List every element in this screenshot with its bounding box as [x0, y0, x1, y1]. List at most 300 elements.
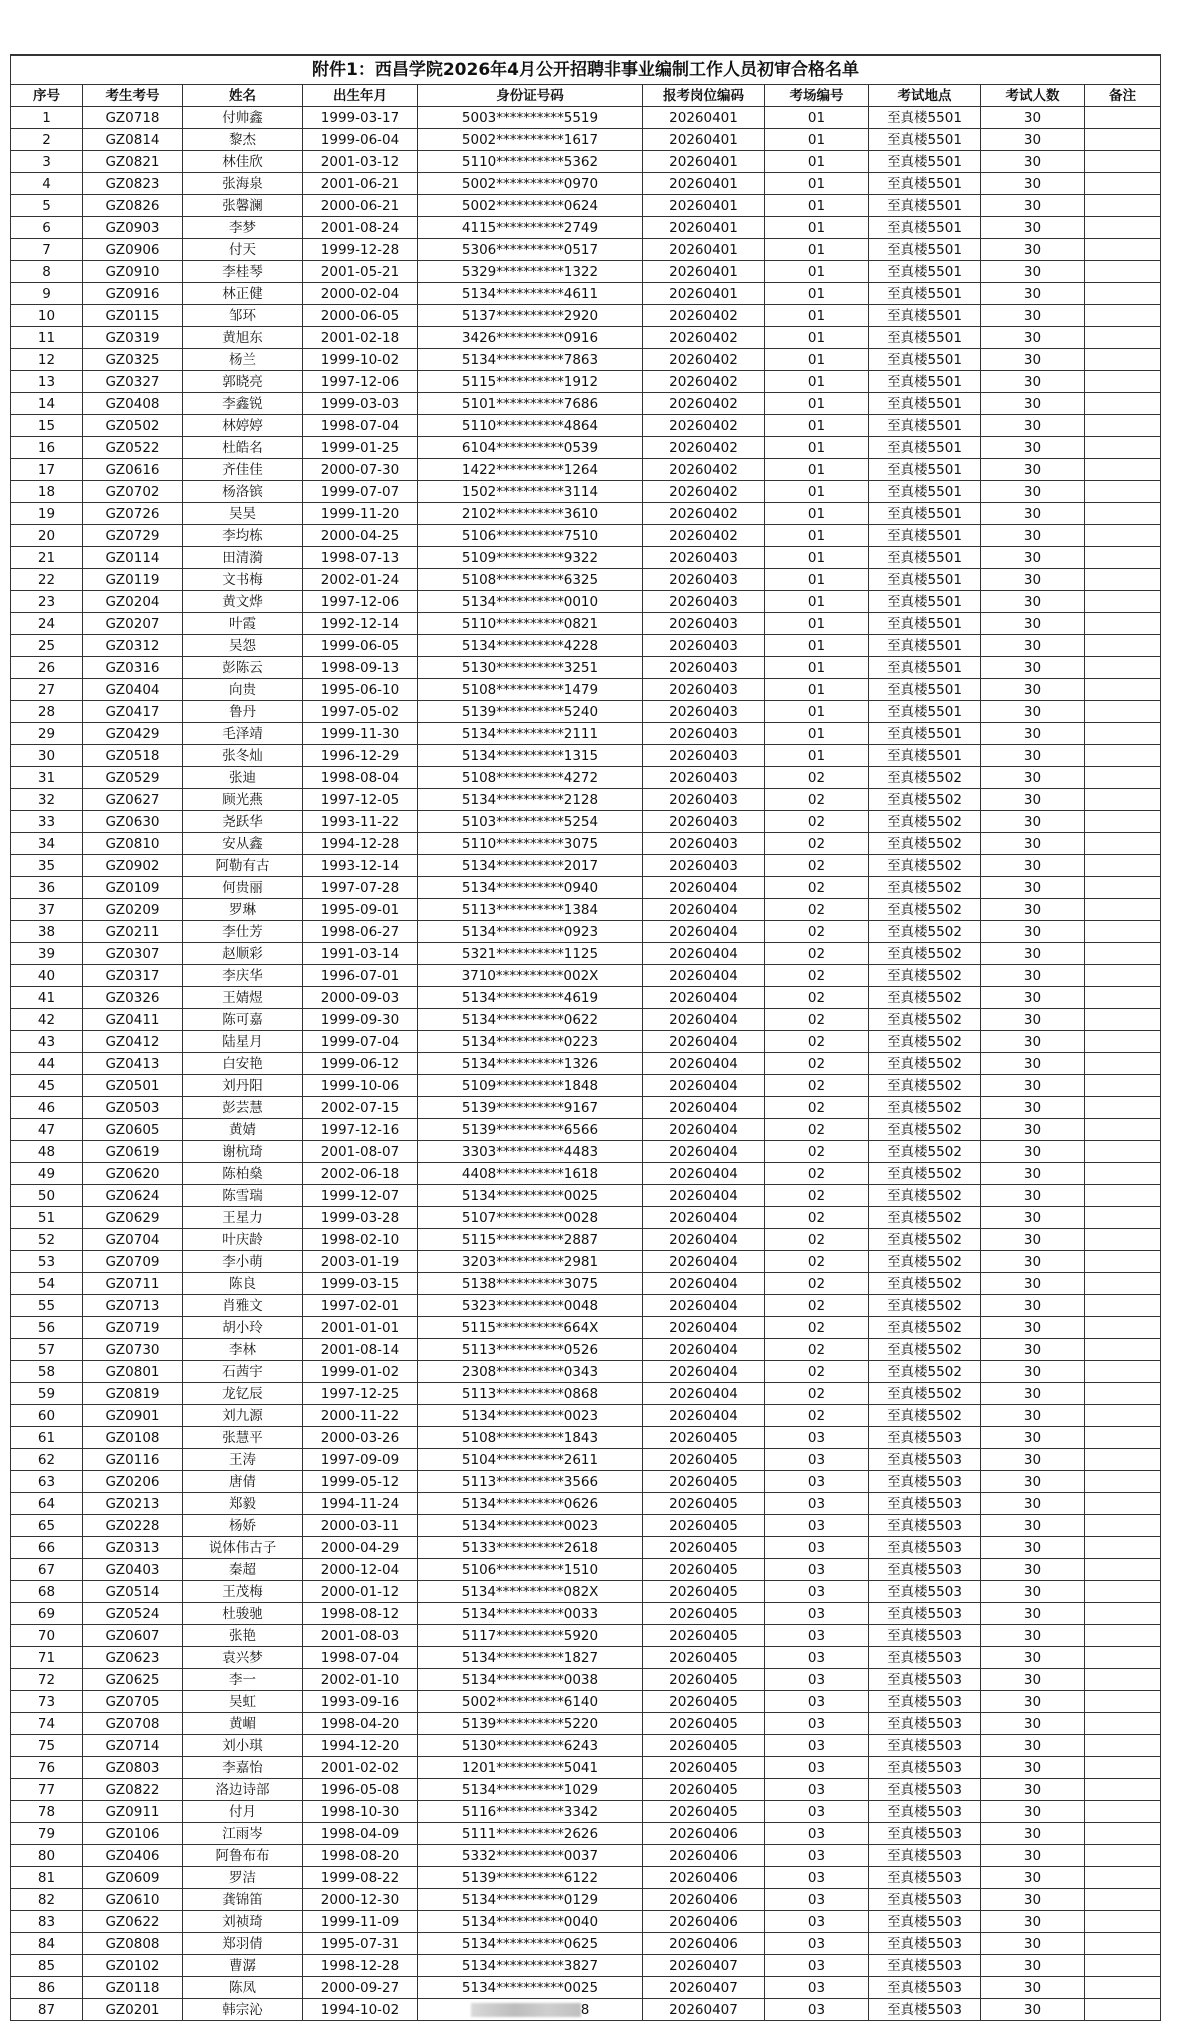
cell-exam-no: GZ0814 [83, 129, 183, 151]
cell-location: 至真楼5502 [869, 877, 981, 899]
cell-room-no: 02 [765, 1339, 869, 1361]
table-row [11, 239, 1161, 261]
cell-seq: 28 [11, 701, 83, 723]
cell-birth: 1998-12-28 [303, 1955, 418, 1977]
cell-remark [1085, 1427, 1161, 1449]
cell-exam-no: GZ0801 [83, 1361, 183, 1383]
cell-seq: 79 [11, 1823, 83, 1845]
table-row [11, 1999, 1161, 2021]
cell-remark [1085, 1449, 1161, 1471]
cell-exam-no: GZ0607 [83, 1625, 183, 1647]
cell-room-no: 03 [765, 1449, 869, 1471]
cell-seq: 87 [11, 1999, 83, 2021]
cell-id-number: 5108**********4272 [418, 767, 643, 789]
cell-name: 陆星月 [183, 1031, 303, 1053]
cell-name: 向贵 [183, 679, 303, 701]
cell-exam-no: GZ0429 [83, 723, 183, 745]
cell-remark [1085, 1515, 1161, 1537]
cell-location: 至真楼5502 [869, 1405, 981, 1427]
cell-birth: 1993-12-14 [303, 855, 418, 877]
cell-room-no: 02 [765, 1295, 869, 1317]
table-header-row [11, 85, 1161, 107]
table-row [11, 855, 1161, 877]
cell-id-number: 5110**********4864 [418, 415, 643, 437]
cell-location: 至真楼5503 [869, 1691, 981, 1713]
cell-exam-no: GZ0625 [83, 1669, 183, 1691]
cell-exam-no: GZ0713 [83, 1295, 183, 1317]
cell-id-number: 5117**********5920 [418, 1625, 643, 1647]
cell-location: 至真楼5503 [869, 1515, 981, 1537]
cell-exam-no: GZ0529 [83, 767, 183, 789]
cell-remark [1085, 1559, 1161, 1581]
cell-seq: 74 [11, 1713, 83, 1735]
cell-room-no: 03 [765, 1669, 869, 1691]
cell-location: 至真楼5501 [869, 679, 981, 701]
cell-post-code: 20260401 [643, 151, 765, 173]
cell-birth: 1998-07-04 [303, 1647, 418, 1669]
cell-location: 至真楼5503 [869, 1977, 981, 1999]
cell-seq: 10 [11, 305, 83, 327]
cell-remark [1085, 1141, 1161, 1163]
cell-remark [1085, 745, 1161, 767]
cell-birth: 1995-09-01 [303, 899, 418, 921]
cell-location: 至真楼5503 [869, 1647, 981, 1669]
cell-remark [1085, 151, 1161, 173]
cell-seq: 37 [11, 899, 83, 921]
cell-remark [1085, 459, 1161, 481]
cell-location: 至真楼5503 [869, 1581, 981, 1603]
cell-room-no: 02 [765, 1185, 869, 1207]
cell-seq: 58 [11, 1361, 83, 1383]
cell-birth: 1998-07-04 [303, 415, 418, 437]
cell-birth: 1997-12-16 [303, 1119, 418, 1141]
cell-birth: 1999-05-12 [303, 1471, 418, 1493]
table-row [11, 327, 1161, 349]
cell-birth: 1998-04-20 [303, 1713, 418, 1735]
cell-count: 30 [981, 1449, 1085, 1471]
cell-name: 石茜宇 [183, 1361, 303, 1383]
cell-location: 至真楼5503 [869, 1669, 981, 1691]
cell-exam-no: GZ0714 [83, 1735, 183, 1757]
cell-name: 王星力 [183, 1207, 303, 1229]
cell-birth: 1998-10-30 [303, 1801, 418, 1823]
cell-birth: 1996-05-08 [303, 1779, 418, 1801]
cell-name: 罗琳 [183, 899, 303, 921]
cell-id-number: 5115**********2887 [418, 1229, 643, 1251]
cell-count: 30 [981, 723, 1085, 745]
cell-room-no: 01 [765, 701, 869, 723]
cell-remark [1085, 1889, 1161, 1911]
cell-id-number: 5130**********6243 [418, 1735, 643, 1757]
cell-exam-no: GZ0501 [83, 1075, 183, 1097]
cell-exam-no: GZ0326 [83, 987, 183, 1009]
cell-room-no: 01 [765, 173, 869, 195]
cell-id-number: 5003**********5519 [418, 107, 643, 129]
table-row [11, 811, 1161, 833]
table-row [11, 1097, 1161, 1119]
cell-seq: 39 [11, 943, 83, 965]
cell-location: 至真楼5503 [869, 1625, 981, 1647]
cell-name: 黄嵋 [183, 1713, 303, 1735]
cell-id-number: 5002**********1617 [418, 129, 643, 151]
cell-post-code: 20260403 [643, 635, 765, 657]
cell-count: 30 [981, 1735, 1085, 1757]
cell-count: 30 [981, 855, 1085, 877]
cell-id-number: 5139**********9167 [418, 1097, 643, 1119]
table-row [11, 613, 1161, 635]
cell-remark [1085, 1031, 1161, 1053]
cell-name: 张艳 [183, 1625, 303, 1647]
cell-room-no: 02 [765, 833, 869, 855]
cell-post-code: 20260402 [643, 415, 765, 437]
cell-birth: 1997-09-09 [303, 1449, 418, 1471]
cell-exam-no: GZ0502 [83, 415, 183, 437]
cell-post-code: 20260406 [643, 1911, 765, 1933]
cell-id-number: 5139**********6122 [418, 1867, 643, 1889]
cell-remark [1085, 855, 1161, 877]
cell-room-no: 02 [765, 899, 869, 921]
cell-remark [1085, 833, 1161, 855]
cell-id-number: 5134**********0025 [418, 1185, 643, 1207]
cell-seq: 71 [11, 1647, 83, 1669]
cell-id-number: 5134**********0040 [418, 1911, 643, 1933]
table-row [11, 1537, 1161, 1559]
cell-post-code: 20260404 [643, 1405, 765, 1427]
cell-remark [1085, 701, 1161, 723]
cell-id-number [418, 1999, 643, 2021]
table-row [11, 1603, 1161, 1625]
cell-name: 王茂梅 [183, 1581, 303, 1603]
table-row [11, 789, 1161, 811]
cell-birth: 2001-02-02 [303, 1757, 418, 1779]
cell-location: 至真楼5502 [869, 1031, 981, 1053]
cell-location: 至真楼5501 [869, 745, 981, 767]
cell-room-no: 03 [765, 1955, 869, 1977]
table-row [11, 1471, 1161, 1493]
cell-exam-no: GZ0108 [83, 1427, 183, 1449]
cell-remark [1085, 921, 1161, 943]
cell-room-no: 02 [765, 943, 869, 965]
cell-seq: 20 [11, 525, 83, 547]
cell-location: 至真楼5502 [869, 1141, 981, 1163]
cell-post-code: 20260404 [643, 987, 765, 1009]
cell-count: 30 [981, 635, 1085, 657]
table-row [11, 1669, 1161, 1691]
cell-id-number: 3303**********4483 [418, 1141, 643, 1163]
cell-count: 30 [981, 1229, 1085, 1251]
cell-exam-no: GZ0106 [83, 1823, 183, 1845]
cell-location: 至真楼5502 [869, 1053, 981, 1075]
cell-seq: 34 [11, 833, 83, 855]
cell-exam-no: GZ0313 [83, 1537, 183, 1559]
cell-post-code: 20260405 [643, 1757, 765, 1779]
cell-name: 林正健 [183, 283, 303, 305]
cell-id-number: 5133**********2618 [418, 1537, 643, 1559]
table-row [11, 1845, 1161, 1867]
cell-location: 至真楼5502 [869, 1383, 981, 1405]
cell-location: 至真楼5503 [869, 1867, 981, 1889]
cell-id-number: 5113**********0526 [418, 1339, 643, 1361]
cell-birth: 1999-07-07 [303, 481, 418, 503]
cell-exam-no: GZ0903 [83, 217, 183, 239]
cell-post-code: 20260405 [643, 1449, 765, 1471]
cell-room-no: 03 [765, 1889, 869, 1911]
cell-remark [1085, 1867, 1161, 1889]
cell-count: 30 [981, 217, 1085, 239]
col-header-birth: 出生年月 [303, 85, 418, 107]
cell-location: 至真楼5501 [869, 701, 981, 723]
cell-location: 至真楼5502 [869, 1317, 981, 1339]
cell-remark [1085, 239, 1161, 261]
cell-count: 30 [981, 1933, 1085, 1955]
cell-location: 至真楼5502 [869, 1097, 981, 1119]
cell-name: 说体伟古子 [183, 1537, 303, 1559]
cell-location: 至真楼5503 [869, 1603, 981, 1625]
cell-room-no: 01 [765, 393, 869, 415]
cell-room-no: 01 [765, 415, 869, 437]
cell-id-number: 5108**********1843 [418, 1427, 643, 1449]
cell-count: 30 [981, 657, 1085, 679]
cell-room-no: 01 [765, 547, 869, 569]
cell-location: 至真楼5502 [869, 1163, 981, 1185]
cell-count: 30 [981, 481, 1085, 503]
cell-id-number: 5110**********3075 [418, 833, 643, 855]
cell-room-no: 02 [765, 877, 869, 899]
cell-exam-no: GZ0514 [83, 1581, 183, 1603]
cell-remark [1085, 1229, 1161, 1251]
cell-name: 杜骏驰 [183, 1603, 303, 1625]
cell-exam-no: GZ0730 [83, 1339, 183, 1361]
col-header-seq: 序号 [11, 85, 83, 107]
cell-room-no: 03 [765, 1845, 869, 1867]
cell-count: 30 [981, 327, 1085, 349]
cell-count: 30 [981, 921, 1085, 943]
cell-name: 秦超 [183, 1559, 303, 1581]
cell-post-code: 20260404 [643, 921, 765, 943]
cell-exam-no: GZ0704 [83, 1229, 183, 1251]
table-row [11, 107, 1161, 129]
cell-count: 30 [981, 525, 1085, 547]
cell-exam-no: GZ0808 [83, 1933, 183, 1955]
cell-count: 30 [981, 349, 1085, 371]
cell-remark [1085, 1999, 1161, 2021]
cell-birth: 1998-08-12 [303, 1603, 418, 1625]
cell-room-no: 02 [765, 1207, 869, 1229]
cell-room-no: 01 [765, 349, 869, 371]
cell-birth: 1999-11-30 [303, 723, 418, 745]
col-header-post-code: 报考岗位编码 [643, 85, 765, 107]
cell-remark [1085, 679, 1161, 701]
cell-room-no: 01 [765, 305, 869, 327]
table-row [11, 1229, 1161, 1251]
table-row [11, 547, 1161, 569]
cell-remark [1085, 1757, 1161, 1779]
cell-id-number: 5134**********0223 [418, 1031, 643, 1053]
cell-room-no: 01 [765, 459, 869, 481]
cell-post-code: 20260401 [643, 173, 765, 195]
cell-birth: 1999-12-28 [303, 239, 418, 261]
cell-seq: 61 [11, 1427, 83, 1449]
cell-location: 至真楼5501 [869, 195, 981, 217]
cell-room-no: 03 [765, 1801, 869, 1823]
cell-count: 30 [981, 679, 1085, 701]
cell-name: 袁兴梦 [183, 1647, 303, 1669]
cell-room-no: 02 [765, 1273, 869, 1295]
cell-seq: 21 [11, 547, 83, 569]
cell-seq: 65 [11, 1515, 83, 1537]
cell-exam-no: GZ0822 [83, 1779, 183, 1801]
cell-name: 尧跃华 [183, 811, 303, 833]
cell-seq: 1 [11, 107, 83, 129]
cell-birth: 1999-09-30 [303, 1009, 418, 1031]
cell-name: 黎杰 [183, 129, 303, 151]
cell-location: 至真楼5501 [869, 283, 981, 305]
cell-location: 至真楼5501 [869, 151, 981, 173]
table-row [11, 1449, 1161, 1471]
cell-remark [1085, 393, 1161, 415]
cell-birth: 2000-04-29 [303, 1537, 418, 1559]
cell-id-number: 5134**********1315 [418, 745, 643, 767]
cell-remark [1085, 965, 1161, 987]
cell-birth: 1994-11-24 [303, 1493, 418, 1515]
cell-location: 至真楼5501 [869, 129, 981, 151]
table-row [11, 569, 1161, 591]
col-header-count: 考试人数 [981, 85, 1085, 107]
cell-location: 至真楼5502 [869, 1119, 981, 1141]
cell-id-number: 5106**********1510 [418, 1559, 643, 1581]
cell-post-code: 20260405 [643, 1713, 765, 1735]
cell-remark [1085, 1185, 1161, 1207]
cell-count: 30 [981, 1427, 1085, 1449]
cell-count: 30 [981, 1295, 1085, 1317]
cell-birth: 1999-07-04 [303, 1031, 418, 1053]
cell-count: 30 [981, 1603, 1085, 1625]
cell-count: 30 [981, 1867, 1085, 1889]
table-row [11, 1141, 1161, 1163]
cell-name: 田清漪 [183, 547, 303, 569]
cell-remark [1085, 591, 1161, 613]
cell-count: 30 [981, 1339, 1085, 1361]
cell-remark [1085, 635, 1161, 657]
cell-name: 黄旭东 [183, 327, 303, 349]
cell-seq: 53 [11, 1251, 83, 1273]
cell-room-no: 01 [765, 129, 869, 151]
cell-name: 邹环 [183, 305, 303, 327]
cell-exam-no: GZ0116 [83, 1449, 183, 1471]
cell-location: 至真楼5501 [869, 591, 981, 613]
cell-exam-no: GZ0312 [83, 635, 183, 657]
cell-birth: 1997-05-02 [303, 701, 418, 723]
col-header-name: 姓名 [183, 85, 303, 107]
cell-exam-no: GZ0629 [83, 1207, 183, 1229]
cell-seq: 59 [11, 1383, 83, 1405]
table-row [11, 1977, 1161, 1999]
cell-room-no: 03 [765, 1515, 869, 1537]
cell-count: 30 [981, 129, 1085, 151]
cell-room-no: 03 [765, 1493, 869, 1515]
cell-post-code: 20260405 [643, 1779, 765, 1801]
cell-birth: 1999-10-02 [303, 349, 418, 371]
cell-seq: 85 [11, 1955, 83, 1977]
cell-name: 张迪 [183, 767, 303, 789]
cell-birth: 1993-09-16 [303, 1691, 418, 1713]
cell-id-number: 5002**********6140 [418, 1691, 643, 1713]
cell-id-number: 5113**********1384 [418, 899, 643, 921]
cell-remark [1085, 349, 1161, 371]
cell-location: 至真楼5501 [869, 437, 981, 459]
cell-name: 张馨澜 [183, 195, 303, 217]
cell-room-no: 03 [765, 1559, 869, 1581]
cell-remark [1085, 107, 1161, 129]
cell-room-no: 03 [765, 1911, 869, 1933]
table-row [11, 1075, 1161, 1097]
cell-birth: 1999-12-07 [303, 1185, 418, 1207]
table-row [11, 1691, 1161, 1713]
cell-room-no: 01 [765, 613, 869, 635]
cell-room-no: 01 [765, 481, 869, 503]
cell-id-number: 5329**********1322 [418, 261, 643, 283]
table-row [11, 481, 1161, 503]
cell-room-no: 01 [765, 195, 869, 217]
cell-birth: 1998-06-27 [303, 921, 418, 943]
cell-post-code: 20260404 [643, 1075, 765, 1097]
cell-seq: 9 [11, 283, 83, 305]
cell-post-code: 20260407 [643, 1955, 765, 1977]
cell-birth: 2001-08-24 [303, 217, 418, 239]
cell-exam-no: GZ0910 [83, 261, 183, 283]
cell-exam-no: GZ0408 [83, 393, 183, 415]
cell-exam-no: GZ0411 [83, 1009, 183, 1031]
cell-id-number: 5134**********0923 [418, 921, 643, 943]
cell-name: 鲁丹 [183, 701, 303, 723]
table-row [11, 1383, 1161, 1405]
cell-room-no: 01 [765, 239, 869, 261]
table-row [11, 283, 1161, 305]
cell-birth: 1998-08-20 [303, 1845, 418, 1867]
cell-seq: 70 [11, 1625, 83, 1647]
table-row [11, 305, 1161, 327]
cell-birth: 1999-06-05 [303, 635, 418, 657]
cell-location: 至真楼5501 [869, 481, 981, 503]
cell-room-no: 02 [765, 965, 869, 987]
cell-post-code: 20260404 [643, 1031, 765, 1053]
cell-count: 30 [981, 1889, 1085, 1911]
cell-seq: 72 [11, 1669, 83, 1691]
cell-birth: 2000-12-04 [303, 1559, 418, 1581]
cell-name: 付天 [183, 239, 303, 261]
cell-location: 至真楼5501 [869, 327, 981, 349]
cell-room-no: 03 [765, 1867, 869, 1889]
cell-exam-no: GZ0211 [83, 921, 183, 943]
cell-room-no: 03 [765, 1823, 869, 1845]
cell-name: 李一 [183, 1669, 303, 1691]
cell-seq: 14 [11, 393, 83, 415]
cell-seq: 68 [11, 1581, 83, 1603]
cell-remark [1085, 1977, 1161, 1999]
cell-room-no: 03 [765, 1933, 869, 1955]
cell-exam-no: GZ0911 [83, 1801, 183, 1823]
cell-post-code: 20260405 [643, 1559, 765, 1581]
table-row [11, 965, 1161, 987]
cell-post-code: 20260402 [643, 305, 765, 327]
cell-id-number: 5321**********1125 [418, 943, 643, 965]
cell-seq: 19 [11, 503, 83, 525]
cell-seq: 49 [11, 1163, 83, 1185]
cell-seq: 5 [11, 195, 83, 217]
cell-id-number: 5134**********2017 [418, 855, 643, 877]
cell-id-number: 5002**********0624 [418, 195, 643, 217]
cell-id-number: 5113**********3566 [418, 1471, 643, 1493]
